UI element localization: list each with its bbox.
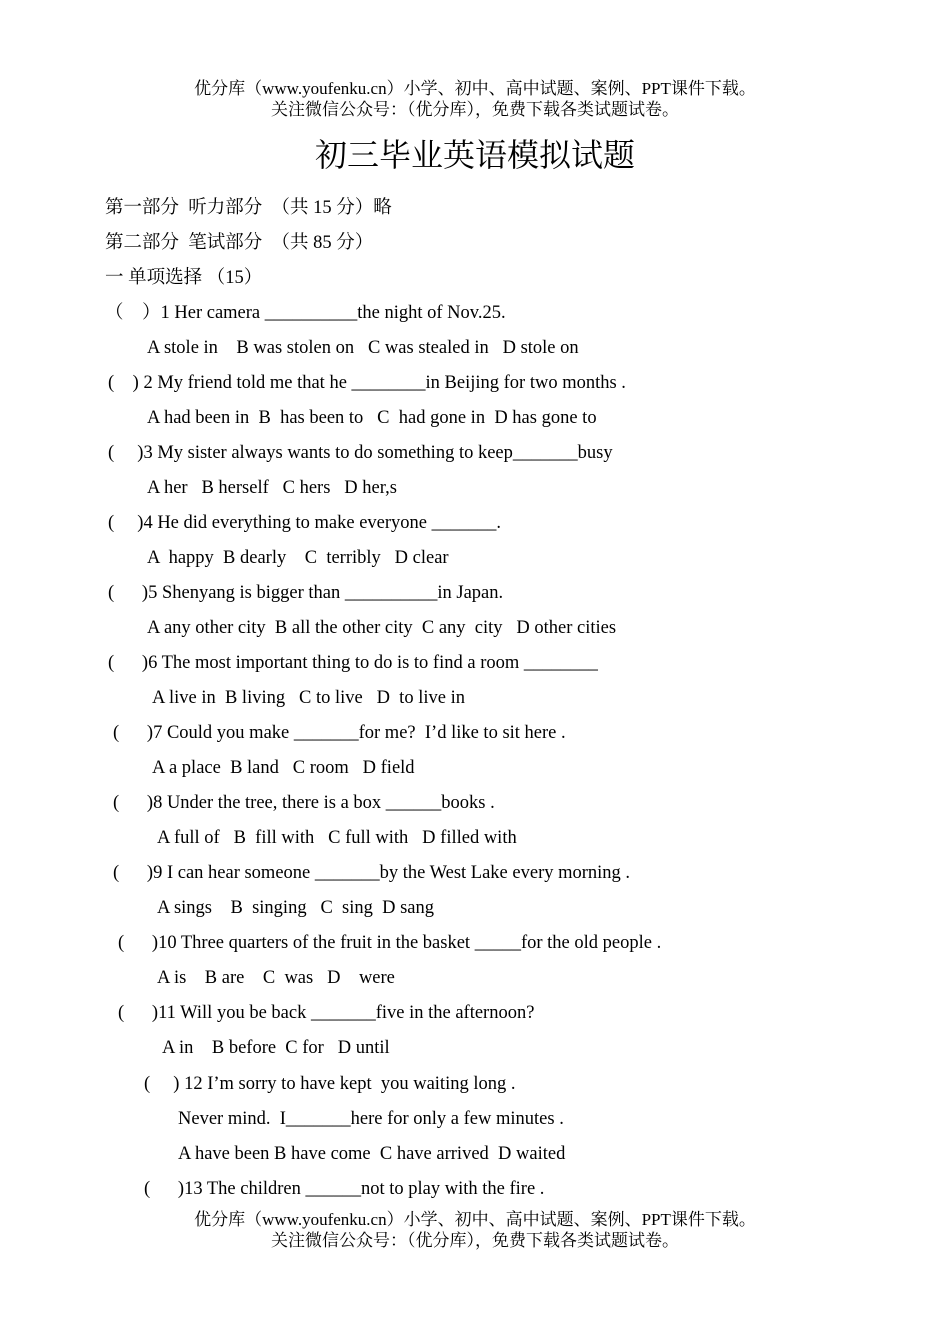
question-stem: ( )6 The most important thing to do is to find a room ________ [108, 653, 598, 673]
question-stem: ( )7 Could you make _______for me? I’d like to sit here . [113, 723, 566, 743]
question-stem: ( )8 Under the tree, there is a box ______books . [113, 793, 495, 813]
question-options: A any other city B all the other city C any city D other cities [147, 618, 617, 638]
question-options: A had been in B has been to C had gone in D has gone to [147, 408, 597, 428]
question-stem: ( )3 My sister always wants to do something to keep_______busy [108, 443, 613, 463]
question-options: A stole in B was stolen on C was stealed in D stole on [147, 338, 579, 358]
header-line-2: 关注微信公众号：（优分库），免费下载各类试题试卷。 [271, 100, 679, 119]
question-options: A her B herself C hers D her,s [147, 478, 397, 498]
question-options: A live in B living C to live D to live in [152, 688, 465, 708]
question-stem: ( )10 Three quarters of the fruit in the basket _____for the old people . [118, 933, 662, 953]
question-stem: ( )13 The children ______not to play with the fire . [144, 1179, 545, 1199]
section-part-1: 第一部分 听力部分 （共 15 分）略 [105, 198, 392, 218]
question-options: A have been B have come C have arrived D waited [178, 1144, 566, 1164]
header-line-1: 优分库（www.youfenku.cn）小学、初中、高中试题、案例、PPT课件下载。 [194, 79, 756, 98]
question-stem: ( ) 2 My friend told me that he ________in Beijing for two months . [108, 373, 626, 393]
question-options: A happy B dearly C terribly D clear [147, 548, 449, 568]
section-single-choice: 一 单项选择 （15） [105, 268, 263, 288]
question-stem: ( )5 Shenyang is bigger than __________in Japan. [108, 583, 504, 603]
question-reply: Never mind. I_______here for only a few minutes . [178, 1109, 564, 1129]
page-title: 初三毕业英语模拟试题 [314, 137, 635, 173]
footer-line-2: 关注微信公众号：（优分库），免费下载各类试题试卷。 [271, 1231, 679, 1250]
question-options: A is B are C was D were [157, 968, 395, 988]
question-options: A full of B fill with C full with D filled with [157, 828, 517, 848]
question-options: A in B before C for D until [162, 1038, 390, 1058]
footer-line-1: 优分库（www.youfenku.cn）小学、初中、高中试题、案例、PPT课件下载。 [194, 1210, 756, 1229]
question-stem: ( )11 Will you be back _______five in the afternoon? [118, 1003, 535, 1023]
question-options: A a place B land C room D field [152, 758, 415, 778]
question-stem: ( )4 He did everything to make everyone _______. [108, 513, 502, 533]
section-part-2: 第二部分 笔试部分 （共 85 分） [105, 233, 374, 253]
question-stem: ( ) 12 I’m sorry to have kept you waiting long . [144, 1074, 516, 1094]
question-stem: ( )9 I can hear someone _______by the West Lake every morning . [113, 863, 631, 883]
question-stem: （ ）1 Her camera __________the night of Nov.25. [105, 303, 506, 323]
question-options: A sings B singing C sing D sang [157, 898, 435, 918]
